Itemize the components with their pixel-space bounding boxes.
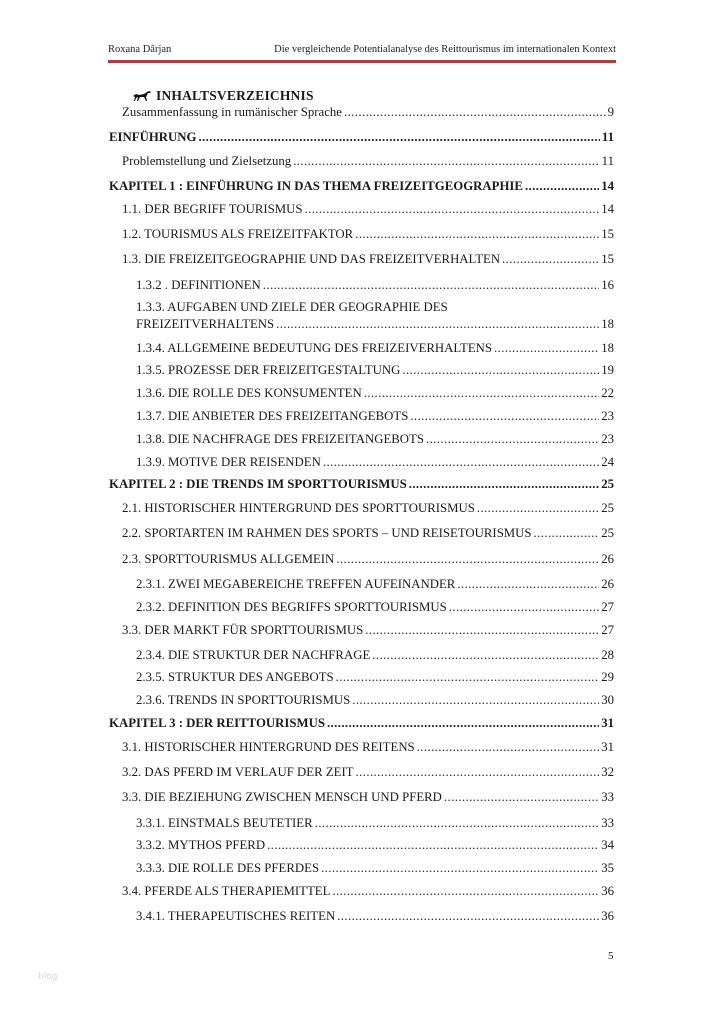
toc-leader	[444, 789, 599, 805]
toc-entry-page: 26	[601, 552, 614, 566]
toc-leader	[336, 669, 600, 685]
toc-entry-label: KAPITEL 1 : EINFÜHRUNG IN DAS THEMA FREIZEITGEOGRAPHIE	[109, 179, 523, 193]
toc-entry[interactable]	[122, 201, 614, 217]
toc-entry-label: 2.3.2. DEFINITION DES BEGRIFFS SPORTTOURISMUS	[136, 600, 447, 614]
toc-entry-label: 1.1. DER BEGRIFF TOURISMUS	[122, 202, 303, 216]
toc-leader	[337, 908, 599, 924]
toc-entry-label: 3.3.3. DIE ROLLE DES PFERDES	[136, 861, 320, 875]
toc-entry-page: 11	[601, 130, 614, 144]
toc-entry-page: 27	[601, 623, 614, 637]
running-header	[108, 44, 616, 55]
toc-leader	[321, 860, 599, 876]
toc-entry-label: 1.3.5. PROZESSE DER FREIZEITGESTALTUNG	[136, 363, 401, 377]
toc-entry-label: KAPITEL 3 : DER REITTOURISMUS	[109, 716, 325, 730]
toc-entry[interactable]	[122, 739, 614, 755]
toc-entry-label: 1.3.2 . DEFINITIONEN	[136, 278, 261, 292]
toc-entry[interactable]	[136, 277, 614, 293]
toc-entry-label: 3.4. PFERDE ALS THERAPIEMITTEL	[122, 884, 331, 898]
toc-entry-page: 33	[601, 816, 614, 830]
toc-entry[interactable]	[136, 362, 614, 378]
header-author: Roxana Dârjan	[108, 44, 172, 55]
toc-leader	[352, 692, 599, 708]
toc-entry[interactable]	[136, 431, 614, 447]
toc-entry-page: 32	[601, 765, 614, 779]
toc-entry[interactable]	[122, 153, 614, 169]
toc-entry-page: 36	[601, 909, 614, 923]
toc-entry[interactable]	[122, 883, 614, 899]
toc-entry-label: KAPITEL 2 : DIE TRENDS IM SPORTTOURISMUS	[109, 477, 407, 491]
toc-entry-label: 2.3.5. STRUKTUR DES ANGEBOTS	[136, 670, 334, 684]
toc-entry-page: 18	[601, 341, 614, 355]
toc-entry[interactable]	[136, 837, 614, 853]
toc-leader	[410, 408, 599, 424]
toc-leader	[327, 715, 599, 731]
header-rule	[108, 60, 616, 63]
toc-entry-label: 1.3.8. DIE NACHFRAGE DES FREIZEITANGEBOTS	[136, 432, 424, 446]
toc-entry-page: 33	[601, 790, 614, 804]
horse-icon	[132, 90, 152, 102]
toc-entry-label: 1.3. DIE FREIZEITGEOGRAPHIE UND DAS FREIZEITVERHALTEN	[122, 252, 501, 266]
toc-entry-page: 26	[601, 577, 614, 591]
toc-entry-page: 14	[601, 179, 614, 193]
toc-entry-label: 3.1. HISTORISCHER HINTERGRUND DES REITENS	[122, 740, 415, 754]
toc-entry[interactable]	[136, 576, 614, 592]
toc-entry[interactable]	[122, 764, 614, 780]
toc-entry[interactable]	[136, 599, 614, 615]
toc-entry-page: 31	[601, 740, 614, 754]
toc-leader	[276, 316, 599, 333]
toc-entry-page: 25	[601, 477, 614, 491]
toc-entry[interactable]	[136, 669, 614, 685]
toc-leader	[355, 226, 599, 242]
toc-leader	[534, 525, 600, 541]
toc-leader	[267, 837, 599, 853]
toc-leader	[477, 500, 599, 516]
toc-entry[interactable]	[109, 129, 614, 145]
toc-leader	[305, 201, 600, 217]
toc-entry-label: 2.1. HISTORISCHER HINTERGRUND DES SPORTTOURISMUS	[122, 501, 475, 515]
toc-entry-label: 2.3.6. TRENDS IN SPORTTOURISMUS	[136, 693, 351, 707]
toc-entry[interactable]	[122, 500, 614, 516]
toc-leader	[494, 340, 599, 356]
toc-entry-label: 3.4.1. THERAPEUTISCHES REITEN	[136, 909, 336, 923]
toc-leader	[336, 551, 599, 567]
toc-entry-label: 2.3.1. ZWEI MEGABEREICHE TREFFEN AUFEINANDER	[136, 577, 456, 591]
toc-leader	[525, 178, 599, 194]
toc-entry-label: 3.3.2. MYTHOS PFERD	[136, 838, 266, 852]
toc-entry-page: 34	[601, 838, 614, 852]
toc-heading	[132, 88, 314, 104]
toc-leader	[332, 883, 599, 899]
toc-entry[interactable]	[136, 908, 614, 924]
toc-entry[interactable]	[136, 340, 614, 356]
toc-leader	[323, 454, 599, 470]
toc-entry-label-line2: FREIZEITVERHALTENS	[136, 317, 275, 331]
toc-entry-label: Problemstellung und Zielsetzung	[122, 154, 292, 168]
toc-leader	[365, 622, 599, 638]
toc-entry-label: 1.3.9. MOTIVE DER REISENDEN	[136, 455, 321, 469]
header-title: Die vergleichende Potentialanalyse des Reittourismus im internationalen Kontext	[274, 44, 616, 55]
toc-entry-page: 27	[601, 600, 614, 614]
toc-entry[interactable]	[136, 385, 614, 401]
toc-leader	[457, 576, 599, 592]
toc-entry-label: 2.3.4. DIE STRUKTUR DER NACHFRAGE	[136, 648, 371, 662]
toc-leader	[449, 599, 599, 615]
toc-entry-page: 16	[601, 278, 614, 292]
toc-entry[interactable]	[122, 551, 614, 567]
toc-entry-page: 30	[601, 693, 614, 707]
toc-entry[interactable]	[136, 454, 614, 470]
toc-entry[interactable]	[109, 178, 614, 194]
toc-entry[interactable]	[136, 299, 614, 333]
toc-entry-label: Zusammenfassung in rumänischer Sprache	[122, 105, 342, 119]
toc-entry-page: 14	[601, 202, 614, 216]
toc-leader	[293, 153, 599, 169]
toc-entry[interactable]	[136, 692, 614, 708]
toc-entry-page: 18	[601, 317, 614, 331]
toc-entry[interactable]	[109, 715, 614, 731]
toc-entry-label: 1.3.6. DIE ROLLE DES KONSUMENTEN	[136, 386, 362, 400]
toc-entry[interactable]	[122, 226, 614, 242]
toc-entry-page: 9	[607, 105, 614, 119]
toc-entry[interactable]	[122, 251, 614, 267]
toc-entry-page: 25	[601, 526, 614, 540]
toc-entry[interactable]	[109, 476, 614, 492]
toc-entry-page: 25	[601, 501, 614, 515]
toc-entry[interactable]	[136, 408, 614, 424]
toc-entry-label: 3.2. DAS PFERD IM VERLAUF DER ZEIT	[122, 765, 354, 779]
toc-entry-page: 35	[601, 861, 614, 875]
toc-leader	[344, 104, 606, 120]
toc-entry-page: 23	[601, 432, 614, 446]
toc-leader	[417, 739, 600, 755]
toc-leader	[402, 362, 599, 378]
watermark: blog	[38, 972, 58, 982]
toc-entry[interactable]	[136, 647, 614, 663]
toc-entry[interactable]	[122, 789, 614, 805]
toc-entry-page: 15	[601, 252, 614, 266]
toc-leader	[426, 431, 599, 447]
toc-entry-label: 2.3. SPORTTOURISMUS ALLGEMEIN	[122, 552, 335, 566]
toc-entry-page: 28	[601, 648, 614, 662]
toc-entry-label: 3.3. DIE BEZIEHUNG ZWISCHEN MENSCH UND PFERD	[122, 790, 442, 804]
toc-leader	[198, 129, 599, 145]
toc-entry-label: 1.2. TOURISMUS ALS FREIZEITFAKTOR	[122, 227, 354, 241]
toc-entry[interactable]	[136, 860, 614, 876]
toc-entry-page: 29	[601, 670, 614, 684]
toc-entry-page: 31	[601, 716, 614, 730]
toc-entry[interactable]	[122, 525, 614, 541]
toc-entry-label: 3.3.1. EINSTMALS BEUTETIER	[136, 816, 313, 830]
toc-leader	[502, 251, 599, 267]
toc-entry-label-line1: 1.3.3. AUFGABEN UND ZIELE DER GEOGRAPHIE DES	[136, 300, 448, 314]
page-number: 5	[608, 950, 614, 962]
toc-entry-page: 36	[601, 884, 614, 898]
toc-leader	[356, 764, 600, 780]
toc-leader	[409, 476, 599, 492]
toc-leader	[263, 277, 599, 293]
toc-entry-page: 19	[601, 363, 614, 377]
toc-entry-label: 1.3.7. DIE ANBIETER DES FREIZEITANGEBOTS	[136, 409, 409, 423]
toc-leader	[315, 815, 600, 831]
toc-leader	[372, 647, 599, 663]
toc-entry-page: 22	[601, 386, 614, 400]
toc-entry[interactable]	[122, 104, 614, 120]
toc-entry[interactable]	[122, 622, 614, 638]
toc-entry-page: 24	[601, 455, 614, 469]
toc-entry-page: 11	[601, 154, 614, 168]
toc-entry-page: 15	[601, 227, 614, 241]
toc-entry-label: 2.2. SPORTARTEN IM RAHMEN DES SPORTS – UND REISETOURISMUS	[122, 526, 532, 540]
toc-entry-label: 1.3.4. ALLGEMEINE BEDEUTUNG DES FREIZEIVERHALTENS	[136, 341, 493, 355]
toc-entry-label: 3.3. DER MARKT FÜR SPORTTOURISMUS	[122, 623, 364, 637]
toc-entry-page: 23	[601, 409, 614, 423]
toc-heading-text: INHALTSVERZEICHNIS	[156, 88, 314, 103]
toc-entry[interactable]	[136, 815, 614, 831]
toc-entry-label: EINFÜHRUNG	[109, 130, 197, 144]
toc-leader	[364, 385, 599, 401]
